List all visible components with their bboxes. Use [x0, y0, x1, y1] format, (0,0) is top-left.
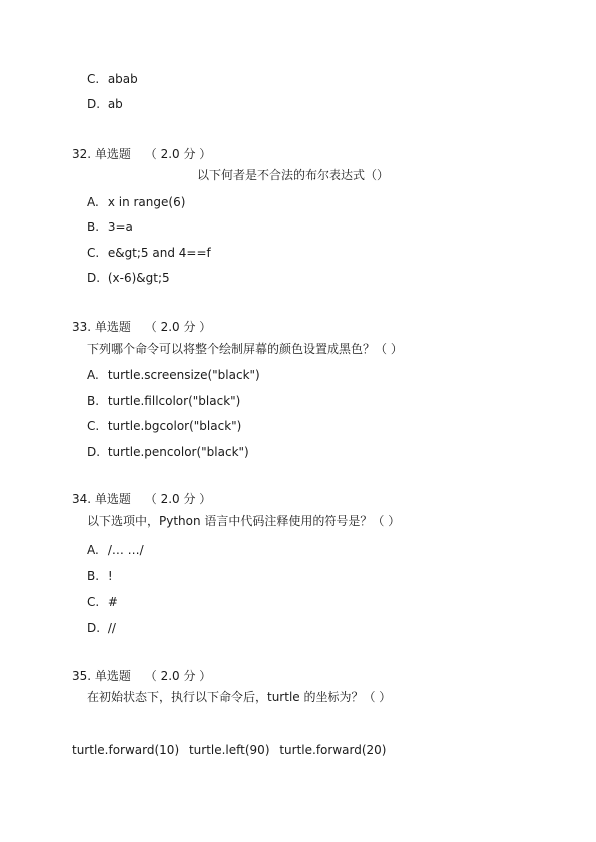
option-text: x in range(6) [107, 195, 186, 209]
option-text: abab [107, 72, 138, 86]
question-number: 33. [72, 320, 92, 334]
option-text: # [107, 595, 118, 609]
option-text: (x-6)&gt;5 [107, 271, 170, 285]
option-letter: D. [87, 621, 101, 635]
option-text: turtle.pencolor("black") [107, 445, 249, 459]
option-letter: B. [87, 220, 100, 234]
question-type: 单选题 [94, 320, 131, 334]
option-text: turtle.fillcolor("black") [107, 394, 241, 408]
option-letter: C. [87, 595, 100, 609]
code-commands [72, 743, 392, 757]
option-d[interactable] [87, 271, 170, 285]
option-letter: C. [87, 419, 100, 433]
option-text: turtle.bgcolor("black") [107, 419, 242, 433]
option-letter: D. [87, 97, 101, 111]
option-d[interactable] [87, 621, 116, 635]
option-text: /… …/ [107, 543, 144, 557]
option-d[interactable] [87, 97, 123, 111]
option-b[interactable] [87, 220, 133, 234]
option-letter: A. [87, 195, 99, 209]
option-a[interactable] [87, 543, 144, 557]
command: turtle.forward(10) [72, 743, 180, 757]
question-stem: 下列哪个命令可以将整个绘制屏幕的颜色设置成黑色？（ ） [87, 342, 403, 356]
option-text: turtle.screensize("black") [107, 368, 260, 382]
command: turtle.left(90) [188, 743, 270, 757]
question-type: 单选题 [94, 492, 131, 506]
option-letter: A. [87, 368, 99, 382]
question-type: 单选题 [94, 669, 131, 683]
option-letter: A. [87, 543, 99, 557]
option-d[interactable] [87, 445, 249, 459]
option-c[interactable] [87, 595, 118, 609]
option-text: // [107, 621, 116, 635]
question-score: （ 2.0 分 ） [144, 669, 212, 683]
option-letter: B. [87, 569, 100, 583]
option-letter: D. [87, 271, 101, 285]
option-letter: D. [87, 445, 101, 459]
command: turtle.forward(20) [279, 743, 387, 757]
option-a[interactable] [87, 195, 185, 209]
option-letter: C. [87, 72, 100, 86]
question-stem: 以下选项中，Python 语言中代码注释使用的符号是？（ ） [87, 514, 401, 528]
question-number: 34. [72, 492, 92, 506]
option-c[interactable] [87, 246, 211, 260]
option-text: 3=a [107, 220, 133, 234]
option-text: e&gt;5 and 4==f [107, 246, 211, 260]
question-score: （ 2.0 分 ） [144, 147, 212, 161]
option-letter: C. [87, 246, 100, 260]
question-score: （ 2.0 分 ） [144, 320, 212, 334]
option-b[interactable] [87, 569, 113, 583]
question-header [72, 669, 211, 683]
question-header [72, 492, 211, 506]
question-score: （ 2.0 分 ） [144, 492, 212, 506]
question-stem: 在初始状态下，执行以下命令后，turtle 的坐标为？（ ） [87, 690, 392, 704]
question-number: 35. [72, 669, 92, 683]
question-header [72, 320, 211, 334]
option-c[interactable] [87, 419, 241, 433]
option-b[interactable] [87, 394, 240, 408]
option-text: ! [107, 569, 113, 583]
option-text: ab [107, 97, 123, 111]
option-a[interactable] [87, 368, 260, 382]
question-number: 32. [72, 147, 92, 161]
option-c[interactable] [87, 72, 138, 86]
question-header [72, 147, 211, 161]
option-letter: B. [87, 394, 100, 408]
question-type: 单选题 [94, 147, 131, 161]
question-stem: 以下何者是不合法的布尔表达式（） [197, 168, 390, 182]
